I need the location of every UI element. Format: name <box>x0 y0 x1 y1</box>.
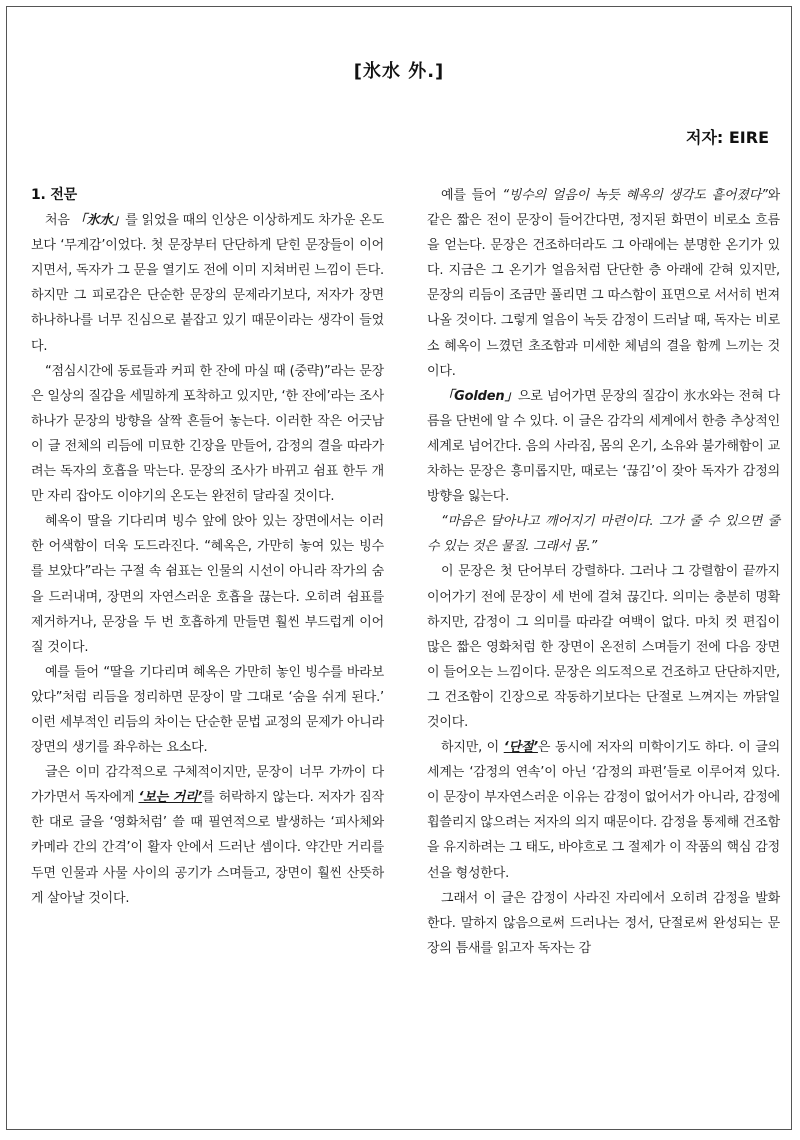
keyword-emphasis: ‘단절’ <box>503 740 538 756</box>
work-title-emphasis: 「氷水」 <box>73 213 126 229</box>
paragraph <box>31 760 384 911</box>
page-frame <box>6 6 792 1130</box>
work-title-emphasis: 「Golden」 <box>441 388 518 404</box>
paragraph: 혜옥이 딸을 기다리며 빙수 앞에 앉아 있는 장면에서는 이러한 어색함이 더욱 도드라진다. “혜옥은, 가만히 놓여 있는 빙수를 보았다”라는 구절 속 쉼표는 인물의 시선이 아니라 작가의 숨을 드러내며, 장면의 자연스러운 호흡을 끊는다. 오히려 쉼표를 제거하거나, 문장을 두 번 호흡하게 만들면 훨씬 부드럽게 이어질 것이다. <box>31 514 384 655</box>
paragraph <box>427 384 780 509</box>
block-quote: “마음은 달아나고 깨어지기 마련이다. 그가 줄 수 있으면 줄 수 있는 것은 물질. 그래서 몸.” <box>427 514 780 555</box>
right-column <box>427 183 780 961</box>
text-run: 를 허락하지 않는다. 저자가 짐작한 대로 글을 ‘영화처럼’ 쓸 때 필연적으로 발생하는 ‘피사체와 카메라 간의 간격’이 활자 안에서 드러난 셈이다. 약간만 거리를 두면 인물과 사물 사이의 공기가 스며들고, 장면이 훨씬 산뜻하게 살아날 것이다. <box>31 790 384 906</box>
paragraph <box>427 735 780 886</box>
paragraph <box>427 183 780 384</box>
section-heading: 1. 전문 <box>31 187 77 203</box>
text-run: 예를 들어 <box>441 188 503 203</box>
paragraph: “점심시간에 동료들과 커피 한 잔에 마실 때 (중략)”라는 문장은 일상의 질감을 세밀하게 포착하고 있지만, ‘한 잔에’라는 조사 하나가 문장의 방향을 살짝 흔들어 놓는다. 이러한 작은 어긋남이 글 전체의 리듬에 미묘한 긴장을 만들어, 감정의 결을 따라가려는 독자의 호흡을 막는다. 문장의 조사가 바뀌고 쉼표 한두 개만 자리 잡아도 이야기의 온도는 완전히 달라질 것이다. <box>31 363 384 505</box>
text-run: 은 동시에 저자의 미학이기도 하다. 이 글의 세계는 ‘감정의 연속’이 아닌 ‘감정의 파편’들로 이루어져 있다. 이 문장이 부자연스러운 이유는 감정이 없어서가 아니라, 감정에 휩쓸리지 않으려는 저자의 의지 때문이다. 감정을 통제해 건조함을 유지하려는 그 태도, 바야흐로 그 절제가 이 작품의 핵심 감정선을 형성한다. <box>427 740 780 881</box>
text-run: 처음 <box>45 213 74 229</box>
paragraph <box>31 208 384 359</box>
text-run: 글은 이미 감각적으로 구체적이지만, 문장이 너무 가까이 다가가면서 독자에게 <box>31 765 384 806</box>
paragraph: 이 문장은 첫 단어부터 강렬하다. 그러나 그 강렬함이 끝까지 이어가기 전에 문장이 세 번에 걸쳐 끊긴다. 의미는 충분히 명확하지만, 감정이 그 의미를 따라갈 여백이 없다. 마치 컷 편집이 많은 짧은 영화처럼 한 장면이 온전히 스며들기 전에 다음 장면이 들어오는 느낌이다. 문장은 의도적으로 건조하고 단단하지만, 그 건조함이 긴장으로 작동하기보다는 단절로 느껴지는 까닭일 것이다. <box>427 564 780 730</box>
text-run: 와 같은 짧은 전이 문장이 들어간다면, 정지된 화면이 비로소 흐름을 얻는다. 문장은 건조하더라도 그 아래에는 분명한 온기가 있다. 지금은 그 온기가 얼음처럼 단단한 층 아래에 갇혀 있지만, 문장의 리듬이 조금만 풀리면 그 따스함이 표면으로 서서히 번져 나올 것이다. 그렇게 얼음이 녹듯 감정이 드러날 때, 독자는 비로소 혜옥이 느꼈던 초조함과 미세한 체념의 결을 함께 느끼는 것이다. <box>427 188 780 379</box>
text-run: 으로 넘어가면 문장의 질감이 氷水와는 전혀 다름을 단번에 알 수 있다. 이 글은 감각의 세계에서 한층 추상적인 세계로 넘어간다. 음의 사라짐, 몸의 온기, 소유와 불가해함이 교차하는 문장은 흥미롭지만, 때로는 ‘끊김’이 잦아 독자가 감정의 방향을 잃는다. <box>427 388 781 505</box>
keyword-emphasis: ‘보는 거리’ <box>138 790 203 806</box>
document-title: [氷水 外.] <box>353 61 445 82</box>
paragraph: 예를 들어 “딸을 기다리며 혜옥은 가만히 놓인 빙수를 바라보았다”처럼 리듬을 정리하면 문장이 말 그대로 ‘숨을 쉬게 된다.’ 이런 세부적인 리듬의 차이는 단순한 문법 교정의 문제가 아니라 장면의 생기를 좌우하는 요소다. <box>31 664 384 756</box>
text-run: 하지만, 이 <box>441 740 504 756</box>
text-run: 를 읽었을 때의 인상은 이상하게도 차가운 온도보다 ‘무게감’이었다. 첫 문장부터 단단하게 닫힌 문장들이 이어지면서, 독자가 그 문을 열기도 전에 이미 지쳐버린 느낌이 든다. 하지만 그 피로감은 단순한 문장의 문제라기보다, 저자가 장면 하나하나를 너무 진심으로 붙잡고 있기 때문이라는 생각이 들었다. <box>31 213 384 354</box>
paragraph: 그래서 이 글은 감정이 사라진 자리에서 오히려 감정을 발화한다. 말하지 않음으로써 드러나는 정서, 단절로써 완성되는 문장의 틈새를 읽고자 독자는 감 <box>427 890 780 956</box>
author-line: 저자: EIRE <box>685 128 769 147</box>
left-column <box>31 183 384 911</box>
quoted-example: “빙수의 얼음이 녹듯 혜옥의 생각도 흩어졌다” <box>502 188 768 203</box>
